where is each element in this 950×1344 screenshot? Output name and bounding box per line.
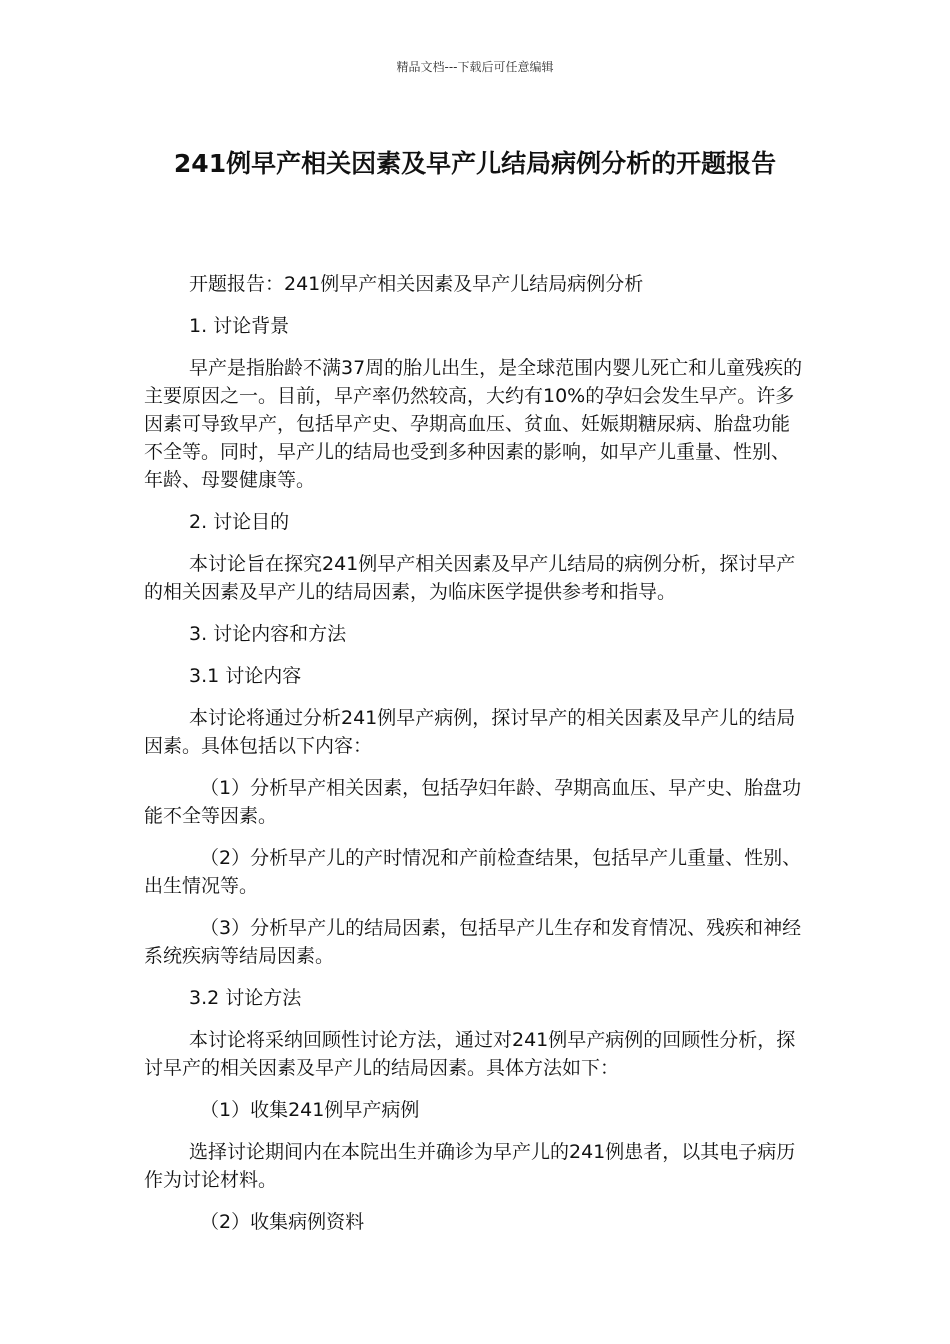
document-body: [144, 270, 808, 1250]
section-heading: 3. 讨论内容和方法: [189, 623, 347, 645]
list-item: （1）收集241例早产病例: [200, 1099, 420, 1121]
header-note: 精品文档---下载后可任意编辑: [396, 60, 554, 74]
subsection-heading: 3.2 讨论方法: [189, 987, 302, 1009]
list-item: （3）分析早产儿的结局因素，包括早产儿生存和发育情况、残疾和神经系统疾病等结局因素。: [144, 917, 802, 967]
paragraph: 本讨论将采纳回顾性讨论方法，通过对241例早产病例的回顾性分析，探讨早产的相关因素及早产儿的结局因素。具体方法如下：: [144, 1029, 796, 1079]
paragraph: 本讨论将通过分析241例早产病例，探讨早产的相关因素及早产儿的结局因素。具体包括以下内容：: [144, 707, 796, 757]
list-item: （2）收集病例资料: [200, 1211, 365, 1233]
paragraph: 开题报告：241例早产相关因素及早产儿结局病例分析: [189, 273, 644, 295]
section-heading: 2. 讨论目的: [189, 511, 290, 533]
list-item: （2）分析早产儿的产时情况和产前检查结果，包括早产儿重量、性别、出生情况等。: [144, 847, 802, 897]
list-item: （1）分析早产相关因素，包括孕妇年龄、孕期高血压、早产史、胎盘功能不全等因素。: [144, 777, 802, 827]
paragraph: 本讨论旨在探究241例早产相关因素及早产儿结局的病例分析，探讨早产的相关因素及早产儿的结局因素，为临床医学提供参考和指导。: [144, 553, 796, 603]
subsection-heading: 3.1 讨论内容: [189, 665, 302, 687]
section-heading: 1. 讨论背景: [189, 315, 290, 337]
paragraph: 选择讨论期间内在本院出生并确诊为早产儿的241例患者，以其电子病历作为讨论材料。: [144, 1141, 796, 1191]
paragraph: 早产是指胎龄不满37周的胎儿出生，是全球范围内婴儿死亡和儿童残疾的主要原因之一。目前，早产率仍然较高，大约有10%的孕妇会发生早产。许多因素可导致早产，包括早产史、孕期高血压、贫血、妊娠期糖尿病、胎盘功能不全等。同时，早产儿的结局也受到多种因素的影响，如早产儿重量、性别、年龄、母婴健康等。: [144, 357, 803, 491]
document-title: 241例早产相关因素及早产儿结局病例分析的开题报告: [173, 149, 777, 178]
